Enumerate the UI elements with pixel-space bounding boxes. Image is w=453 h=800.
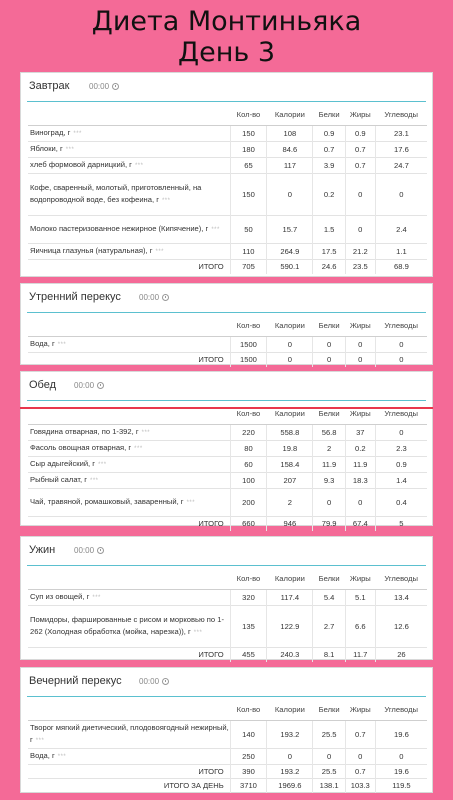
food-value-b: 9.3: [313, 473, 345, 489]
total-value-q: 455: [230, 648, 267, 662]
food-value-u: 0: [375, 749, 427, 765]
food-name-cell: [28, 441, 230, 457]
total-value-f: 0: [345, 353, 375, 367]
food-row[interactable]: [28, 244, 427, 260]
food-value-k: 0: [267, 749, 313, 765]
food-row[interactable]: [28, 457, 427, 473]
food-value-u: 13.4: [375, 590, 427, 606]
meal-time-value: 00:00: [74, 381, 95, 390]
food-value-f: 0.7: [345, 142, 375, 158]
clock-icon: [112, 83, 119, 90]
column-header: Белки: [313, 402, 345, 425]
food-name: Яичница глазунья (натуральная), г: [30, 246, 153, 255]
food-row[interactable]: [28, 721, 427, 749]
column-header: Белки: [313, 698, 345, 721]
food-value-b: 2: [313, 441, 345, 457]
food-value-f: 0: [345, 489, 375, 517]
meal-table: [28, 103, 427, 274]
total-label: ИТОГО: [28, 648, 230, 662]
meal-name: Обед: [29, 379, 57, 391]
food-name: Помидоры, фаршированные с рисом и морковью по 1-262 (Холодная обработка (мойка, нарезка)), г: [30, 615, 224, 636]
total-value-k: 240.3: [267, 648, 313, 662]
column-header: Жиры: [345, 698, 375, 721]
food-name: Вода, г: [30, 751, 55, 760]
food-value-q: 110: [230, 244, 267, 260]
column-header-name: [28, 567, 230, 590]
food-value-q: 60: [230, 457, 267, 473]
food-value-b: 0: [313, 749, 345, 765]
food-name: Суп из овощей, г: [30, 592, 90, 601]
clock-icon: [162, 678, 169, 685]
day-total-value-q: 3710: [230, 779, 267, 793]
more-icon[interactable]: ***: [57, 342, 67, 348]
more-icon[interactable]: ***: [65, 147, 75, 153]
food-name-cell: [28, 337, 230, 353]
meal-time[interactable]: [74, 381, 104, 390]
column-header: Углеводы: [375, 103, 427, 126]
food-value-b: 11.9: [313, 457, 345, 473]
food-value-q: 250: [230, 749, 267, 765]
food-value-f: 0: [345, 174, 375, 216]
column-header: Жиры: [345, 103, 375, 126]
total-value-b: 79.9: [313, 517, 345, 531]
food-name: Рыбный салат, г: [30, 475, 88, 484]
food-row[interactable]: [28, 174, 427, 216]
food-value-f: 0.2: [345, 441, 375, 457]
food-value-k: 15.7: [267, 216, 313, 244]
food-value-b: 5.4: [313, 590, 345, 606]
food-value-k: 108: [267, 126, 313, 142]
food-value-b: 0: [313, 489, 345, 517]
food-value-q: 1500: [230, 337, 267, 353]
food-row[interactable]: [28, 590, 427, 606]
day-total-value-u: 119.5: [375, 779, 427, 793]
more-icon[interactable]: ***: [161, 198, 171, 204]
food-value-q: 220: [230, 425, 267, 441]
clock-icon: [162, 294, 169, 301]
food-value-u: 2.4: [375, 216, 427, 244]
column-header: Калории: [267, 314, 313, 337]
food-value-q: 65: [230, 158, 267, 174]
more-icon[interactable]: ***: [186, 500, 196, 506]
food-name: Творог мягкий диетический, плодовоягодный нежирный, г: [30, 723, 229, 744]
column-header: Калории: [267, 698, 313, 721]
total-label: ИТОГО: [28, 765, 230, 779]
page-title: Диета Монтиньяка: [91, 6, 362, 37]
food-name-cell: [28, 216, 230, 244]
meal-total-row: [28, 517, 427, 531]
meal-total-row: [28, 353, 427, 367]
day-total-label: ИТОГО ЗА ДЕНЬ: [28, 779, 230, 793]
total-value-q: 390: [230, 765, 267, 779]
total-value-f: 67.4: [345, 517, 375, 531]
food-value-b: 0.9: [313, 126, 345, 142]
total-value-q: 660: [230, 517, 267, 531]
food-value-k: 158.4: [267, 457, 313, 473]
table-header-row: [28, 567, 427, 590]
food-value-f: 0: [345, 337, 375, 353]
food-name: Фасоль овощная отварная, г: [30, 443, 132, 452]
meal-name: Ужин: [29, 544, 56, 556]
food-name-cell: [28, 749, 230, 765]
meal-card: [20, 371, 433, 529]
meal-time-value: 00:00: [74, 546, 95, 555]
food-row[interactable]: [28, 606, 427, 648]
column-header: Кол-во: [230, 567, 267, 590]
total-value-q: 705: [230, 260, 267, 274]
food-value-q: 80: [230, 441, 267, 457]
food-name-cell: [28, 590, 230, 606]
food-name-cell: [28, 489, 230, 517]
food-name: Яблоки, г: [30, 144, 63, 153]
more-icon[interactable]: ***: [35, 738, 45, 744]
food-value-u: 17.6: [375, 142, 427, 158]
meal-card: [20, 72, 433, 277]
food-row[interactable]: [28, 489, 427, 517]
food-name: Кофе, сваренный, молотый, приготовленный, на водопроводной воде, без кофеина, г: [30, 183, 202, 204]
column-header: Кол-во: [230, 314, 267, 337]
meal-total-row: [28, 260, 427, 274]
table-header-row: [28, 698, 427, 721]
total-label: ИТОГО: [28, 260, 230, 274]
column-header: Кол-во: [230, 698, 267, 721]
food-row[interactable]: [28, 749, 427, 765]
total-value-k: 590.1: [267, 260, 313, 274]
meal-time-value: 00:00: [89, 82, 110, 91]
table-header-row: [28, 314, 427, 337]
more-icon[interactable]: ***: [134, 163, 144, 169]
meal-time[interactable]: [139, 293, 169, 302]
column-header: Калории: [267, 567, 313, 590]
meal-header: [27, 537, 426, 566]
food-value-k: 0: [267, 174, 313, 216]
more-icon[interactable]: ***: [92, 595, 101, 601]
food-value-f: 21.2: [345, 244, 375, 260]
column-header-name: [28, 103, 230, 126]
red-divider-line: [20, 407, 433, 409]
column-header: Углеводы: [375, 402, 427, 425]
food-value-q: 150: [230, 126, 267, 142]
food-name-cell: [28, 142, 230, 158]
food-row[interactable]: [28, 473, 427, 489]
meal-time[interactable]: [89, 82, 119, 91]
food-value-u: 1.1: [375, 244, 427, 260]
food-value-u: 24.7: [375, 158, 427, 174]
meal-time-value: 00:00: [139, 677, 160, 686]
total-value-u: 0: [375, 353, 427, 367]
food-name-cell: [28, 721, 230, 749]
more-icon[interactable]: ***: [57, 754, 67, 760]
food-name-cell: [28, 158, 230, 174]
food-value-q: 100: [230, 473, 267, 489]
food-value-q: 150: [230, 174, 267, 216]
food-value-u: 0: [375, 174, 427, 216]
food-value-f: 11.9: [345, 457, 375, 473]
column-header: Жиры: [345, 314, 375, 337]
total-value-u: 5: [375, 517, 427, 531]
meal-header: [27, 73, 426, 102]
food-value-k: 0: [267, 337, 313, 353]
meal-total-row: [28, 648, 427, 662]
meal-name: Вечерний перекус: [29, 675, 122, 687]
food-name-cell: [28, 126, 230, 142]
food-value-k: 558.8: [267, 425, 313, 441]
food-value-b: 56.8: [313, 425, 345, 441]
food-value-k: 207: [267, 473, 313, 489]
total-value-b: 25.5: [313, 765, 345, 779]
meal-card: [20, 536, 433, 660]
more-icon[interactable]: ***: [98, 462, 107, 468]
column-header: Белки: [313, 314, 345, 337]
meal-header: [27, 372, 426, 401]
food-value-f: 0: [345, 216, 375, 244]
meal-header: [27, 668, 426, 697]
table-header-row: [28, 402, 427, 425]
food-value-b: 2.7: [313, 606, 345, 648]
food-value-q: 200: [230, 489, 267, 517]
food-value-k: 84.6: [267, 142, 313, 158]
food-value-f: 0.7: [345, 721, 375, 749]
more-icon[interactable]: ***: [193, 630, 203, 636]
meal-card: [20, 283, 433, 365]
page-subtitle: День 3: [177, 37, 276, 68]
total-value-f: 0.7: [345, 765, 375, 779]
food-value-f: 0.7: [345, 158, 375, 174]
food-name-cell: [28, 473, 230, 489]
food-value-b: 0.2: [313, 174, 345, 216]
more-icon[interactable]: ***: [155, 249, 164, 255]
total-value-b: 8.1: [313, 648, 345, 662]
more-icon[interactable]: ***: [211, 227, 220, 233]
food-value-u: 1.4: [375, 473, 427, 489]
column-header-name: [28, 698, 230, 721]
column-header: Жиры: [345, 402, 375, 425]
food-row[interactable]: [28, 142, 427, 158]
meal-table: [28, 402, 427, 531]
food-value-f: 0.9: [345, 126, 375, 142]
more-icon[interactable]: ***: [134, 446, 143, 452]
column-header: Углеводы: [375, 314, 427, 337]
food-value-u: 12.6: [375, 606, 427, 648]
column-header: Углеводы: [375, 567, 427, 590]
column-header: Белки: [313, 103, 345, 126]
meal-table: [28, 698, 427, 793]
column-header: Кол-во: [230, 103, 267, 126]
meal-table: [28, 567, 427, 662]
food-name: Вода, г: [30, 339, 55, 348]
meal-time[interactable]: [139, 677, 169, 686]
meal-header: [27, 284, 426, 313]
food-value-u: 0.9: [375, 457, 427, 473]
food-value-k: 2: [267, 489, 313, 517]
food-value-k: 122.9: [267, 606, 313, 648]
food-value-b: 17.5: [313, 244, 345, 260]
food-value-k: 19.8: [267, 441, 313, 457]
meal-name: Утренний перекус: [29, 291, 121, 303]
table-header-row: [28, 103, 427, 126]
food-value-u: 0: [375, 337, 427, 353]
food-value-q: 50: [230, 216, 267, 244]
food-value-q: 135: [230, 606, 267, 648]
food-name-cell: [28, 425, 230, 441]
more-icon[interactable]: ***: [90, 478, 99, 484]
food-value-u: 19.6: [375, 721, 427, 749]
total-value-k: 0: [267, 353, 313, 367]
food-name: Виноград, г: [30, 128, 71, 137]
food-value-b: 25.5: [313, 721, 345, 749]
day-total-row: [28, 779, 427, 793]
clock-icon: [97, 382, 104, 389]
food-name: Сыр адыгейский, г: [30, 459, 96, 468]
page-header: [0, 6, 453, 68]
food-value-q: 140: [230, 721, 267, 749]
food-value-k: 117: [267, 158, 313, 174]
food-value-u: 2.3: [375, 441, 427, 457]
food-name: Говядина отварная, по 1-392, г: [30, 427, 139, 436]
total-value-u: 68.9: [375, 260, 427, 274]
food-row[interactable]: [28, 158, 427, 174]
column-header-name: [28, 314, 230, 337]
clock-icon: [97, 547, 104, 554]
total-value-k: 946: [267, 517, 313, 531]
food-value-k: 193.2: [267, 721, 313, 749]
day-total-value-f: 103.3: [345, 779, 375, 793]
column-header-name: [28, 402, 230, 425]
food-row[interactable]: [28, 216, 427, 244]
food-name-cell: [28, 606, 230, 648]
food-value-q: 320: [230, 590, 267, 606]
total-value-f: 23.5: [345, 260, 375, 274]
food-value-u: 0: [375, 425, 427, 441]
food-value-k: 264.9: [267, 244, 313, 260]
food-name-cell: [28, 457, 230, 473]
food-value-f: 6.6: [345, 606, 375, 648]
food-value-b: 3.9: [313, 158, 345, 174]
more-icon[interactable]: ***: [141, 430, 151, 436]
food-row[interactable]: [28, 441, 427, 457]
food-value-f: 37: [345, 425, 375, 441]
total-value-b: 24.6: [313, 260, 345, 274]
food-value-f: 0: [345, 749, 375, 765]
food-value-q: 180: [230, 142, 267, 158]
meal-table: [28, 314, 427, 367]
food-value-f: 18.3: [345, 473, 375, 489]
total-value-f: 11.7: [345, 648, 375, 662]
total-value-q: 1500: [230, 353, 267, 367]
meal-name: Завтрак: [29, 80, 70, 92]
food-value-b: 0: [313, 337, 345, 353]
total-value-k: 193.2: [267, 765, 313, 779]
total-value-u: 26: [375, 648, 427, 662]
meal-time[interactable]: [74, 546, 104, 555]
food-name: Чай, травяной, ромашковый, заваренный, г: [30, 497, 184, 506]
food-value-b: 1.5: [313, 216, 345, 244]
column-header: Калории: [267, 402, 313, 425]
day-total-value-b: 138.1: [313, 779, 345, 793]
column-header: Углеводы: [375, 698, 427, 721]
column-header: Белки: [313, 567, 345, 590]
column-header: Кол-во: [230, 402, 267, 425]
total-value-b: 0: [313, 353, 345, 367]
food-row[interactable]: [28, 126, 427, 142]
meal-total-row: [28, 765, 427, 779]
food-value-f: 5.1: [345, 590, 375, 606]
column-header: Жиры: [345, 567, 375, 590]
meal-time-value: 00:00: [139, 293, 160, 302]
food-name: хлеб формовой дарницкий, г: [30, 160, 132, 169]
food-name-cell: [28, 244, 230, 260]
meal-card: [20, 667, 433, 793]
food-value-u: 0.4: [375, 489, 427, 517]
food-value-u: 23.1: [375, 126, 427, 142]
total-label: ИТОГО: [28, 353, 230, 367]
day-total-value-k: 1969.6: [267, 779, 313, 793]
total-label: ИТОГО: [28, 517, 230, 531]
column-header: Калории: [267, 103, 313, 126]
food-row[interactable]: [28, 425, 427, 441]
total-value-u: 19.6: [375, 765, 427, 779]
food-name-cell: [28, 174, 230, 216]
food-value-b: 0.7: [313, 142, 345, 158]
food-value-k: 117.4: [267, 590, 313, 606]
food-row[interactable]: [28, 337, 427, 353]
food-name: Молоко пастеризованное нежирное (Кипячение), г: [30, 224, 209, 233]
more-icon[interactable]: ***: [73, 131, 82, 137]
